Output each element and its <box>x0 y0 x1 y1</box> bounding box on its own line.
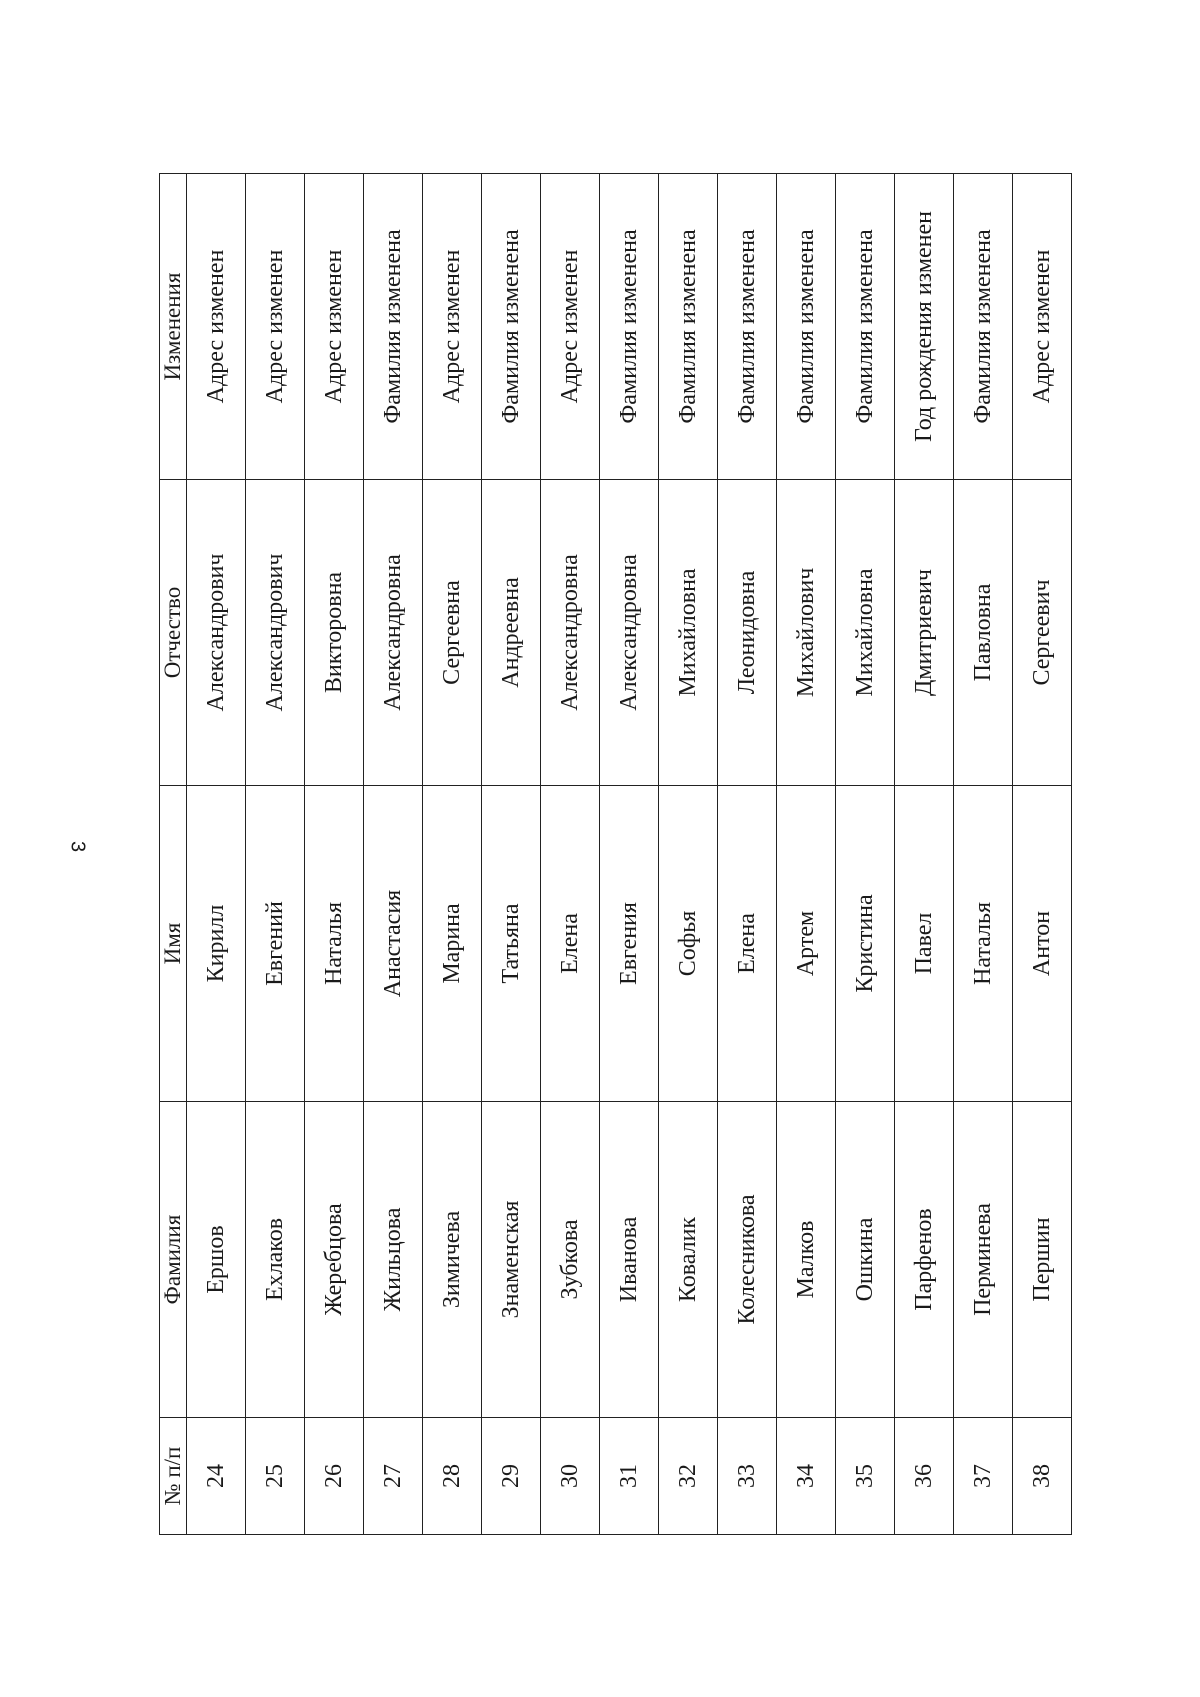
cell-changes: Адрес изменен <box>541 174 600 480</box>
cell-changes: Год рождения изменен <box>895 174 954 480</box>
table-header-row <box>160 174 187 1535</box>
cell-patronymic: Александровна <box>364 480 423 786</box>
rotated-table <box>159 174 1072 1535</box>
cell-surname: Жильцова <box>364 1102 423 1418</box>
table-row <box>482 174 541 1535</box>
table-row <box>954 174 1013 1535</box>
table-row <box>718 174 777 1535</box>
cell-changes: Фамилия изменена <box>718 174 777 480</box>
cell-patronymic: Сергеевна <box>423 480 482 786</box>
cell-num: 26 <box>305 1418 364 1535</box>
cell-name: Евгений <box>246 786 305 1102</box>
cell-name: Кирилл <box>187 786 246 1102</box>
page-number: 3 <box>66 840 89 853</box>
cell-num: 27 <box>364 1418 423 1535</box>
cell-surname: Ершов <box>187 1102 246 1418</box>
table-row <box>895 174 954 1535</box>
cell-surname: Колесникова <box>718 1102 777 1418</box>
cell-patronymic: Михайлович <box>777 480 836 786</box>
cell-surname: Иванова <box>600 1102 659 1418</box>
cell-name: Татьяна <box>482 786 541 1102</box>
cell-patronymic: Дмитриевич <box>895 480 954 786</box>
table-row <box>541 174 600 1535</box>
cell-changes: Фамилия изменена <box>482 174 541 480</box>
cell-patronymic: Александровна <box>600 480 659 786</box>
cell-num: 33 <box>718 1418 777 1535</box>
cell-name: Анастасия <box>364 786 423 1102</box>
cell-surname: Зимичева <box>423 1102 482 1418</box>
cell-patronymic: Викторовна <box>305 480 364 786</box>
cell-name: Кристина <box>836 786 895 1102</box>
cell-name: Антон <box>1013 786 1072 1102</box>
table-row <box>246 174 305 1535</box>
cell-surname: Перминева <box>954 1102 1013 1418</box>
cell-name: Елена <box>718 786 777 1102</box>
table-row <box>600 174 659 1535</box>
table-row <box>659 174 718 1535</box>
cell-patronymic: Александрович <box>246 480 305 786</box>
cell-surname: Знаменская <box>482 1102 541 1418</box>
cell-surname: Ехлаков <box>246 1102 305 1418</box>
cell-patronymic: Александровна <box>541 480 600 786</box>
table-row <box>1013 174 1072 1535</box>
cell-surname: Зубкова <box>541 1102 600 1418</box>
records-table-container <box>159 174 1072 1535</box>
table-row <box>836 174 895 1535</box>
cell-num: 38 <box>1013 1418 1072 1535</box>
cell-num: 24 <box>187 1418 246 1535</box>
cell-patronymic: Александрович <box>187 480 246 786</box>
cell-changes: Фамилия изменена <box>836 174 895 480</box>
cell-patronymic: Павловна <box>954 480 1013 786</box>
cell-surname: Ошкина <box>836 1102 895 1418</box>
cell-surname: Ковалик <box>659 1102 718 1418</box>
table-row <box>777 174 836 1535</box>
cell-num: 32 <box>659 1418 718 1535</box>
cell-surname: Жеребцова <box>305 1102 364 1418</box>
cell-patronymic: Сергеевич <box>1013 480 1072 786</box>
cell-changes: Фамилия изменена <box>777 174 836 480</box>
cell-num: 36 <box>895 1418 954 1535</box>
cell-changes: Адрес изменен <box>246 174 305 480</box>
cell-patronymic: Леонидовна <box>718 480 777 786</box>
cell-patronymic: Михайловна <box>836 480 895 786</box>
cell-changes: Фамилия изменена <box>659 174 718 480</box>
table-body <box>187 174 1072 1535</box>
cell-name: Марина <box>423 786 482 1102</box>
header-name: Имя <box>160 786 187 1102</box>
cell-name: Елена <box>541 786 600 1102</box>
cell-changes: Фамилия изменена <box>364 174 423 480</box>
cell-surname: Парфенов <box>895 1102 954 1418</box>
cell-num: 25 <box>246 1418 305 1535</box>
records-table <box>159 173 1072 1535</box>
table-row <box>423 174 482 1535</box>
cell-num: 30 <box>541 1418 600 1535</box>
table-row <box>364 174 423 1535</box>
header-surname: Фамилия <box>160 1102 187 1418</box>
cell-changes: Адрес изменен <box>1013 174 1072 480</box>
table-row <box>187 174 246 1535</box>
header-patronymic: Отчество <box>160 480 187 786</box>
cell-num: 35 <box>836 1418 895 1535</box>
cell-num: 29 <box>482 1418 541 1535</box>
header-num: № п/п <box>160 1418 187 1535</box>
cell-changes: Фамилия изменена <box>954 174 1013 480</box>
cell-name: Наталья <box>954 786 1013 1102</box>
cell-changes: Фамилия изменена <box>600 174 659 480</box>
cell-surname: Малков <box>777 1102 836 1418</box>
cell-num: 34 <box>777 1418 836 1535</box>
cell-changes: Адрес изменен <box>187 174 246 480</box>
cell-changes: Адрес изменен <box>423 174 482 480</box>
cell-num: 28 <box>423 1418 482 1535</box>
cell-name: Наталья <box>305 786 364 1102</box>
table-row <box>305 174 364 1535</box>
cell-name: Артем <box>777 786 836 1102</box>
cell-name: Павел <box>895 786 954 1102</box>
cell-patronymic: Михайловна <box>659 480 718 786</box>
cell-patronymic: Андреевна <box>482 480 541 786</box>
header-changes: Изменения <box>160 174 187 480</box>
cell-changes: Адрес изменен <box>305 174 364 480</box>
cell-name: Евгения <box>600 786 659 1102</box>
cell-num: 37 <box>954 1418 1013 1535</box>
cell-num: 31 <box>600 1418 659 1535</box>
cell-surname: Першин <box>1013 1102 1072 1418</box>
cell-name: Софья <box>659 786 718 1102</box>
